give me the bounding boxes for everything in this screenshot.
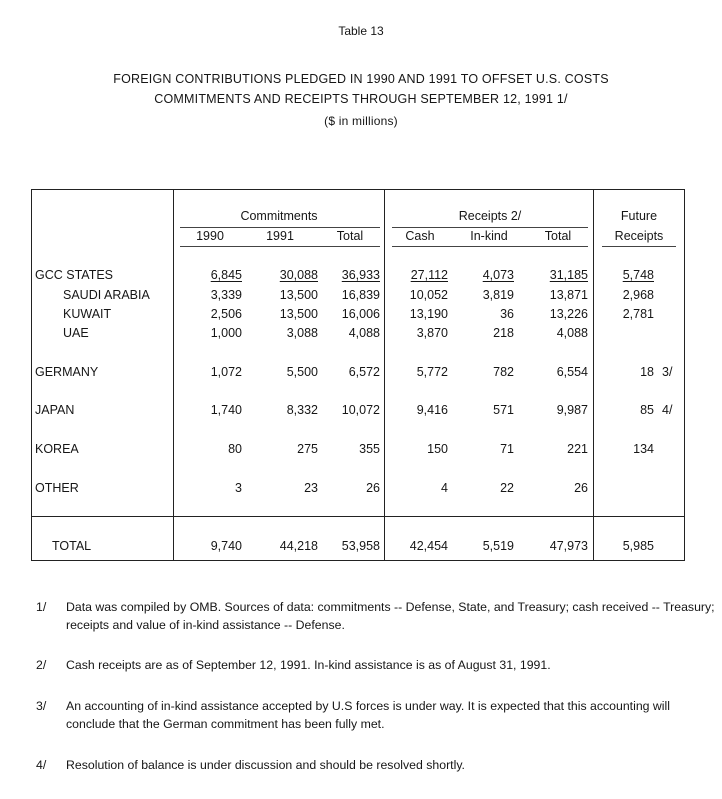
cell-other-cash: 4 [441,481,448,495]
cell-uae-rtotal: 4,088 [556,326,588,340]
divider-total-row [31,516,684,517]
cell-germany-inkind: 782 [493,365,514,379]
cell-korea-1991: 275 [297,442,318,456]
cell-gcc-1991: 30,088 [279,268,318,282]
cell-other-total: 26 [366,481,380,495]
footnote-1-text: Data was compiled by OMB. Sources of data: commitments -- Defense, State, and Treasury; cash received -- Treasury; receipts and value of in-kind assistance -- Defense. [66,600,715,632]
cell-germany-1990: 1,072 [210,365,242,379]
row-label-saudi: SAUDI ARABIA [63,288,150,302]
cell-other-rtotal: 26 [574,481,588,495]
cell-japan-inkind: 571 [493,403,514,417]
cell-saudi-cash: 10,052 [409,288,448,302]
header-receipts: Receipts 2/ [458,209,522,223]
footnote-3-number: 3/ [36,699,47,713]
row-label-korea: KOREA [35,442,79,456]
cell-saudi-future: 2,968 [622,288,654,302]
header-inkind: In-kind [470,229,508,243]
header-future-line1: Future [620,209,658,223]
table-title-line1: FOREIGN CONTRIBUTIONS PLEDGED IN 1990 AND 1991 TO OFFSET U.S. COSTS [113,72,609,86]
cell-japan-cash: 9,416 [416,403,448,417]
header-future-line2: Receipts [614,229,664,243]
cell-germany-cash: 5,772 [416,365,448,379]
row-label-uae: UAE [63,326,89,340]
cell-gcc-rtotal: 31,185 [549,268,588,282]
table-number: Table 13 [338,24,384,38]
divider-commitments-col [384,189,385,560]
header-1990: 1990 [196,229,224,243]
future-subheader-rule [602,246,676,247]
cell-saudi-total: 16,839 [341,288,380,302]
cell-uae-inkind: 218 [493,326,514,340]
cell-kuwait-inkind: 36 [500,307,514,321]
cell-saudi-1990: 3,339 [210,288,242,302]
receipts-subheader-rule [392,246,588,247]
header-receipts-total: Total [544,229,572,243]
cell-korea-inkind: 71 [500,442,514,456]
footnote-1-number: 1/ [36,600,47,614]
cell-korea-rtotal: 221 [567,442,588,456]
cell-kuwait-future: 2,781 [622,307,654,321]
footnote-2-text: Cash receipts are as of September 12, 1991. In-kind assistance is as of August 31, 1991. [66,658,551,672]
cell-other-1990: 3 [235,481,242,495]
footnote-4-text: Resolution of balance is under discussion and should be resolved shortly. [66,758,465,772]
cell-korea-total: 355 [359,442,380,456]
header-cash: Cash [405,229,435,243]
cell-kuwait-total: 16,006 [341,307,380,321]
cell-total-cash: 42,454 [409,539,448,553]
cell-total-inkind: 5,519 [482,539,514,553]
row-label-japan: JAPAN [35,403,75,417]
receipts-rule [392,227,588,228]
cell-total-1991: 44,218 [279,539,318,553]
cell-japan-total: 10,072 [341,403,380,417]
cell-germany-1991: 5,500 [286,365,318,379]
header-1991: 1991 [266,229,294,243]
cell-kuwait-1991: 13,500 [279,307,318,321]
footnote-4 [36,756,716,776]
cell-total-rtotal: 47,973 [549,539,588,553]
cell-total-1990: 9,740 [210,539,242,553]
cell-other-1991: 23 [304,481,318,495]
cell-total-future: 5,985 [622,539,654,553]
cell-uae-cash: 3,870 [416,326,448,340]
cell-gcc-inkind: 4,073 [482,268,514,282]
cell-germany-rtotal: 6,554 [556,365,588,379]
header-commitments: Commitments [240,209,318,223]
divider-receipts-col [593,189,594,560]
cell-korea-cash: 150 [427,442,448,456]
row-label-kuwait: KUWAIT [63,307,112,321]
table-units: ($ in millions) [324,114,398,128]
commitments-subheader-rule [180,246,380,247]
footnote-1 [36,598,716,638]
cell-gcc-future: 5,748 [622,268,654,282]
cell-kuwait-rtotal: 13,226 [549,307,588,321]
table-title-line2: COMMITMENTS AND RECEIPTS THROUGH SEPTEMBER 12, 1991 1/ [154,92,568,106]
cell-uae-1991: 3,088 [286,326,318,340]
cell-japan-note: 4/ [662,403,673,417]
footnote-2-number: 2/ [36,658,47,672]
cell-gcc-total: 36,933 [341,268,380,282]
footnote-2 [36,656,716,676]
cell-germany-total: 6,572 [348,365,380,379]
cell-germany-future: 18 [640,365,654,379]
cell-gcc-1990: 6,845 [210,268,242,282]
cell-total-total: 53,958 [341,539,380,553]
cell-korea-future: 134 [633,442,654,456]
row-label-other: OTHER [35,481,79,495]
cell-japan-1990: 1,740 [210,403,242,417]
commitments-rule [180,227,380,228]
row-label-gcc: GCC STATES [35,268,114,282]
header-commitments-total: Total [336,229,364,243]
footnote-3-text: An accounting of in-kind assistance accepted by U.S forces is under way. It is expected that this accounting will conclude that the German commitment has been fully met. [66,699,671,731]
cell-saudi-1991: 13,500 [279,288,318,302]
cell-saudi-rtotal: 13,871 [549,288,588,302]
cell-japan-1991: 8,332 [286,403,318,417]
cell-kuwait-cash: 13,190 [409,307,448,321]
divider-label-col [173,189,174,560]
row-label-total: TOTAL [52,539,92,553]
cell-gcc-cash: 27,112 [410,268,448,282]
cell-uae-total: 4,088 [348,326,380,340]
cell-korea-1990: 80 [228,442,242,456]
footnote-4-number: 4/ [36,758,47,772]
cell-germany-note: 3/ [662,365,673,379]
cell-uae-1990: 1,000 [210,326,242,340]
cell-japan-rtotal: 9,987 [556,403,588,417]
cell-kuwait-1990: 2,506 [210,307,242,321]
cell-japan-future: 85 [640,403,654,417]
cell-other-inkind: 22 [500,481,514,495]
row-label-germany: GERMANY [35,365,99,379]
footnote-3 [36,697,716,737]
cell-saudi-inkind: 3,819 [482,288,514,302]
